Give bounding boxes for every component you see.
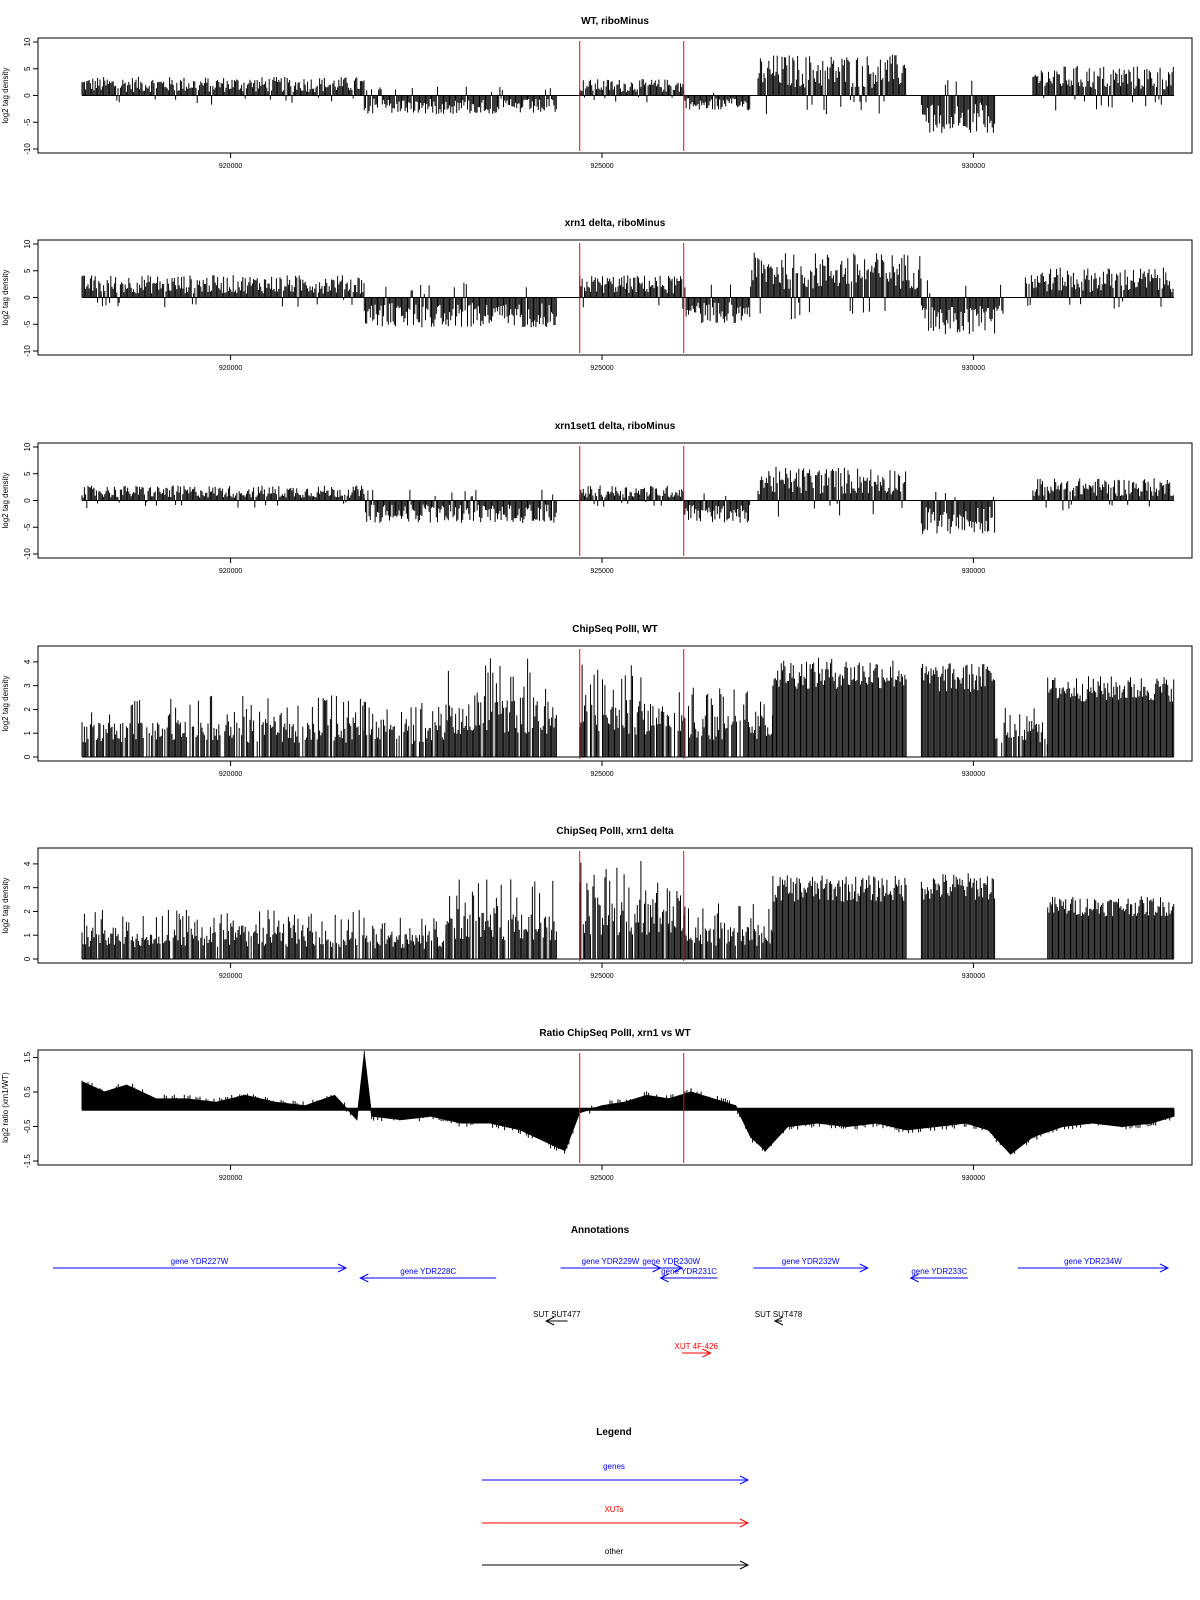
- y-tick-label: 4: [23, 659, 32, 665]
- chart-title: Ratio ChipSeq PolII, xrn1 vs WT: [539, 1028, 691, 1039]
- data-segment: [684, 90, 750, 110]
- data-segment: [773, 875, 906, 959]
- x-tick-label: 925000: [590, 973, 614, 980]
- data-segment: [1048, 896, 1174, 959]
- y-tick-label: 2: [23, 909, 32, 914]
- data-segment: [580, 79, 683, 102]
- data-segment: [1033, 66, 1173, 110]
- x-tick-label: 920000: [218, 1175, 243, 1182]
- y-tick-label: 1.5: [23, 1051, 32, 1064]
- x-tick-label: 920000: [218, 568, 243, 575]
- y-tick-label: 4: [23, 861, 32, 867]
- x-tick-label: 920000: [218, 771, 243, 778]
- x-tick-label: 925000: [590, 365, 614, 372]
- data-segment: [364, 918, 446, 959]
- y-axis-label: log2 tag density: [1, 472, 10, 529]
- y-tick-label: 3: [23, 885, 32, 890]
- data-segment: [1025, 268, 1173, 309]
- data-segment: [580, 861, 683, 959]
- data-segment: [996, 708, 1048, 757]
- data-segment: [921, 280, 1003, 334]
- y-tick-label: 2: [23, 707, 32, 712]
- data-segment: [1048, 676, 1174, 757]
- y-tick-label: -1.5: [23, 1154, 32, 1168]
- x-tick-label: 925000: [590, 568, 614, 575]
- y-axis-label: log2 tag density: [1, 675, 10, 732]
- y-tick-label: -10: [23, 143, 32, 155]
- data-segment: [580, 486, 683, 507]
- x-tick-label: 920000: [218, 973, 243, 980]
- y-tick-label: 0: [23, 295, 32, 300]
- chart-title: ChipSeq PolII, WT: [572, 624, 658, 635]
- x-tick-label: 930000: [961, 365, 986, 372]
- y-tick-label: 5: [23, 268, 32, 273]
- data-segment: [364, 490, 556, 523]
- y-tick-label: 0: [23, 93, 32, 98]
- x-tick-label: 925000: [590, 1175, 614, 1182]
- data-segment: [446, 658, 556, 757]
- data-segment: [921, 80, 994, 133]
- y-tick-label: -0.5: [23, 1119, 32, 1134]
- x-tick-label: 925000: [590, 163, 614, 170]
- chart-title: xrn1 delta, riboMinus: [564, 218, 666, 229]
- chart-panel: [1, 826, 1192, 980]
- y-tick-label: 0: [23, 956, 32, 962]
- chart-panel: [1, 218, 1192, 372]
- y-tick-label: 10: [23, 442, 32, 452]
- data-segment: [580, 665, 683, 757]
- x-tick-label: 930000: [961, 771, 986, 778]
- chart-panel: [1, 1028, 1192, 1182]
- y-tick-label: 5: [23, 66, 32, 71]
- y-tick-label: 1: [23, 730, 32, 736]
- y-tick-label: 0.5: [23, 1086, 32, 1098]
- x-tick-label: 930000: [961, 1175, 986, 1182]
- data-segment: [751, 253, 921, 320]
- data-segment: [921, 663, 994, 757]
- data-segment: [684, 493, 750, 522]
- y-axis-label: log2 ratio (xrn1/WT): [1, 1072, 10, 1143]
- data-segment: [921, 492, 994, 534]
- data-segment: [82, 696, 364, 758]
- y-tick-label: 10: [23, 37, 32, 47]
- data-segment: [1033, 478, 1173, 510]
- data-segment: [364, 87, 556, 114]
- y-tick-label: 0: [23, 754, 32, 760]
- data-segment: [580, 275, 683, 308]
- data-segment: [684, 688, 773, 757]
- y-tick-label: -10: [23, 345, 32, 357]
- data-segment: [82, 910, 364, 959]
- y-tick-label: 1: [23, 932, 32, 938]
- chart-panel: [1, 421, 1192, 575]
- chart-title: WT, riboMinus: [581, 16, 649, 27]
- x-tick-label: 920000: [218, 365, 243, 372]
- data-segment: [446, 879, 556, 959]
- data-segment: [82, 77, 364, 105]
- x-tick-label: 930000: [961, 973, 986, 980]
- data-segment: [684, 285, 750, 323]
- data-segment: [364, 283, 556, 328]
- y-axis-label: log2 tag density: [1, 877, 10, 934]
- x-tick-label: 920000: [218, 163, 243, 170]
- y-axis-label: log2 tag density: [1, 269, 10, 326]
- data-segment: [758, 55, 906, 114]
- data-segment: [82, 275, 364, 307]
- chart-title: xrn1set1 delta, riboMinus: [554, 421, 676, 432]
- y-tick-label: -10: [23, 548, 32, 560]
- y-tick-label: 3: [23, 683, 32, 688]
- data-segment: [684, 904, 773, 960]
- y-axis-label: log2 tag density: [1, 67, 10, 124]
- chart-panel: [1, 624, 1192, 778]
- y-tick-label: 10: [23, 239, 32, 249]
- chart-panel: [1, 16, 1192, 170]
- data-segment: [773, 658, 906, 757]
- y-tick-label: -5: [23, 118, 32, 126]
- y-tick-label: -5: [23, 523, 32, 531]
- data-segment: [82, 486, 364, 508]
- x-tick-label: 930000: [961, 568, 986, 575]
- data-segment: [921, 873, 994, 959]
- data-segment: [364, 702, 446, 757]
- x-tick-label: 930000: [961, 163, 986, 170]
- y-tick-label: -5: [23, 320, 32, 328]
- y-tick-label: 5: [23, 471, 32, 476]
- data-segment: [758, 467, 906, 517]
- chart-title: ChipSeq PolII, xrn1 delta: [556, 826, 674, 837]
- x-tick-label: 925000: [590, 771, 614, 778]
- y-tick-label: 0: [23, 498, 32, 503]
